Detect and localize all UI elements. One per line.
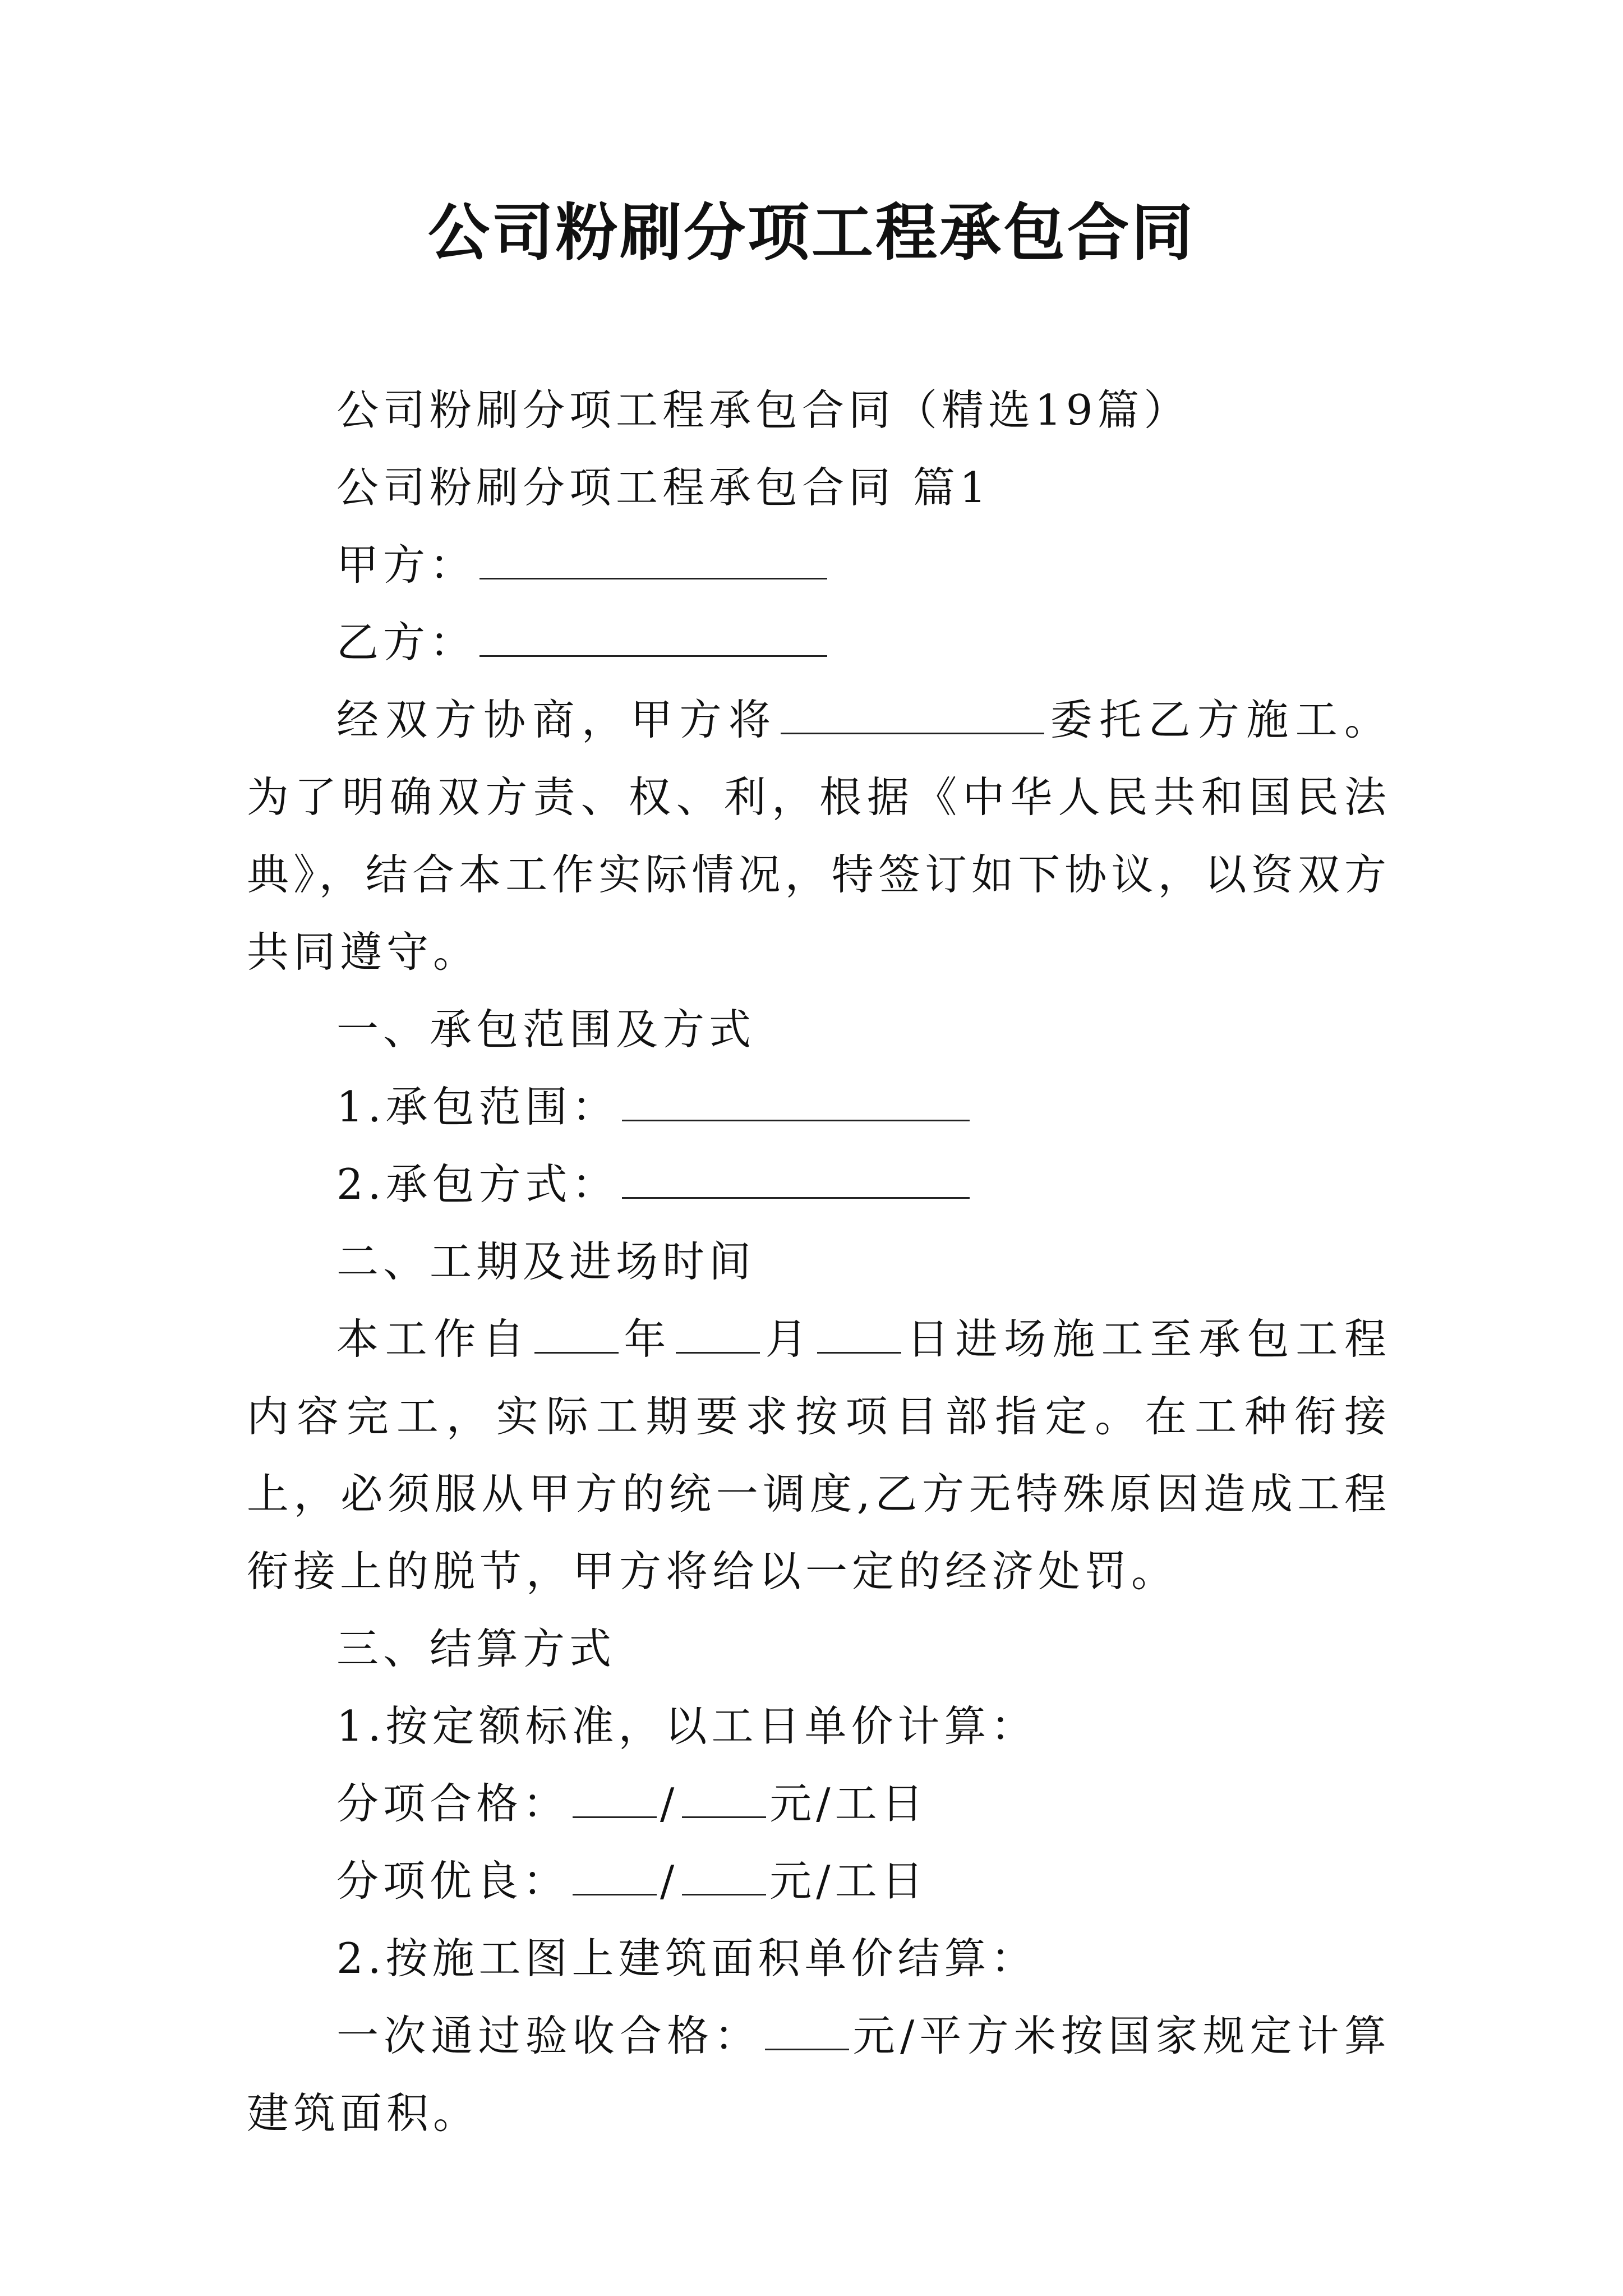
project-blank bbox=[781, 689, 1044, 734]
scope-line bbox=[247, 1068, 1391, 1145]
party-a-label: 甲方： bbox=[336, 540, 477, 590]
settle-method-2: 2.按施工图上建筑面积单价结算： bbox=[336, 1934, 1038, 1983]
period-month: 月 bbox=[763, 1314, 814, 1364]
subtitle-line: 公司粉刷分项工程承包合同（精选19篇） bbox=[336, 385, 1191, 435]
qualified-slash: / bbox=[660, 1779, 679, 1828]
area-price-blank bbox=[765, 2005, 849, 2050]
intro-paragraph bbox=[247, 681, 1391, 991]
month-blank bbox=[676, 1308, 760, 1354]
day-blank bbox=[817, 1308, 901, 1354]
section-heading-1: 一、承包范围及方式 bbox=[336, 1005, 756, 1054]
area-suffix: 元/平方米按国家规定计算建筑面积。 bbox=[247, 2011, 1391, 2138]
excellent-unit: 元/工日 bbox=[769, 1856, 928, 1906]
period-prefix: 本工作自 bbox=[336, 1314, 531, 1364]
excellent-label: 分项优良： bbox=[336, 1856, 570, 1906]
qualified-line bbox=[247, 1765, 1391, 1842]
document-title: 公司粉刷分项工程承包合同 bbox=[428, 196, 1195, 269]
scope-blank bbox=[622, 1076, 970, 1121]
document-body bbox=[247, 371, 1391, 2152]
excellent-slash: / bbox=[660, 1856, 679, 1906]
method-label: 2.承包方式： bbox=[336, 1159, 619, 1209]
qualified-blank-2 bbox=[682, 1773, 766, 1818]
intro-suffix: 委托乙方施工。为了明确双方责、权、利，根据《中华人民共和国民法典》，结合本工作实际情况，特签订如下协议，以资双方共同遵守。 bbox=[247, 695, 1391, 977]
settle-method-1: 1.按定额标准，以工日单价计算： bbox=[336, 1701, 1038, 1751]
method-line bbox=[247, 1145, 1391, 1223]
section-heading-2: 二、工期及进场时间 bbox=[336, 1237, 756, 1286]
chapter-line: 公司粉刷分项工程承包合同 篇1 bbox=[336, 463, 991, 512]
year-blank bbox=[534, 1308, 619, 1354]
intro-prefix: 经双方协商，甲方将 bbox=[336, 695, 778, 744]
excellent-blank-1 bbox=[573, 1850, 657, 1895]
qualified-blank-1 bbox=[573, 1773, 657, 1818]
qualified-unit: 元/工日 bbox=[769, 1779, 928, 1828]
period-paragraph bbox=[247, 1300, 1391, 1610]
party-b-blank bbox=[479, 611, 827, 657]
party-a-blank bbox=[479, 534, 827, 579]
scope-label: 1.承包范围： bbox=[336, 1082, 619, 1131]
period-year: 年 bbox=[621, 1314, 672, 1364]
area-prefix: 一次通过验收合格： bbox=[336, 2011, 762, 2060]
method-blank bbox=[622, 1153, 970, 1199]
excellent-blank-2 bbox=[682, 1850, 766, 1895]
period-rest: 日进场施工至承包工程内容完工，实际工期要求按项目部指定。在工种衔接上，必须服从甲方的统一调度,乙方无特殊原因造成工程衔接上的脱节，甲方将给以一定的经济处罚。 bbox=[247, 1314, 1391, 1596]
party-b-line bbox=[247, 604, 1391, 681]
area-paragraph bbox=[247, 1997, 1391, 2152]
party-a-line bbox=[247, 526, 1391, 604]
excellent-line bbox=[247, 1842, 1391, 1920]
qualified-label: 分项合格： bbox=[336, 1779, 570, 1828]
section-heading-3: 三、结算方式 bbox=[336, 1624, 616, 1673]
party-b-label: 乙方： bbox=[336, 618, 477, 667]
